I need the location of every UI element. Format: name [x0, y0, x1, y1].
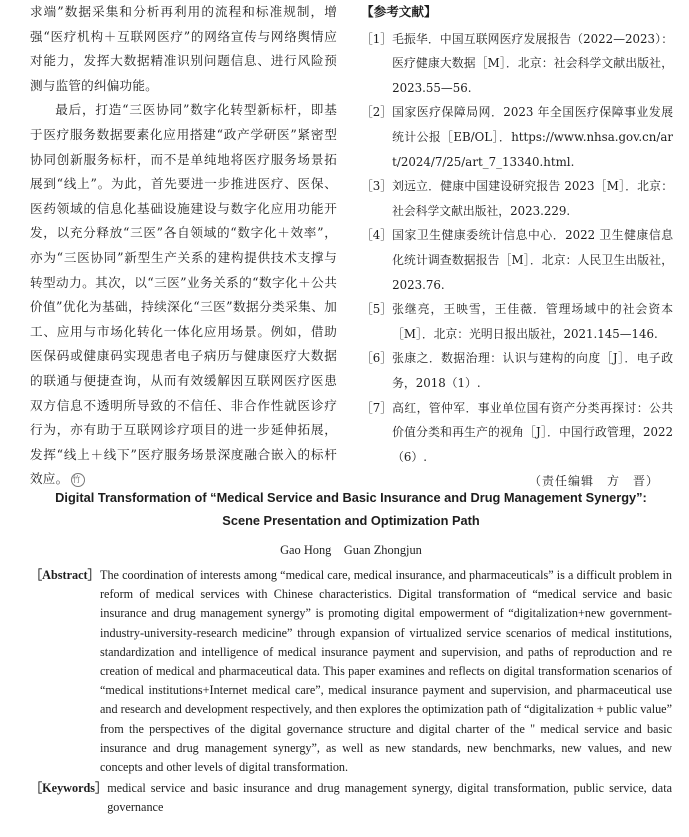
- article-end-mark-icon: 竹: [71, 473, 85, 487]
- body-paragraph-1: 求端”数据采集和分析再利用的流程和标准规制，增强“医疗机构＋互联网医疗”的网络宣传与网络舆情应对能力，发挥大数据精准识别问题信息、进行风险预测与监管的纠偏功能。: [30, 4, 337, 93]
- reference-text: 刘远立．健康中国建设研究报告 2023［M］．北京：社会科学文献出版社，2023.229.: [392, 179, 673, 218]
- reference-item: [361, 100, 673, 174]
- body-paragraph-2-text: 最后，打造“三医协同”数字化转型新标杆，即基于医疗服务数据要素化应用搭建“政产学研医”紧密型协同创新服务标杆，而不是单纯地将医疗服务场景拓展到“线上”。为此，首先要进一步推进医疗、医保、医药领域的信息化基础设施建设与数字化应用功能开发，以充分释放“三医”各自领域的“数字化＋效率”，亦为“三医协同”新型生产关系的建构提供技术支撑与转型动力。其次，以“三医”业务关系的“数字化＋公共价值”优化为基础，持续深化“三医”数据分类采集、加工、应用与市场化转化一体化应用场景。例如，借助医保码或健康码实现患者电子病历与健康医疗大数据的联通与便捷查询，从而有效缓解因互联网医疗医患双方信息不透明所导致的不信任、非合作性就医诊疗行为，亦有助于互联网诊疗项目的进一步延伸拓展，发挥“线上＋线下”医疗服务场景深度融合嵌入的标杆效应。: [30, 102, 337, 487]
- abstract-text: The coordination of interests among “medical care, medical insurance, and pharmaceuticals” is a difficult problem in reform of medical services with Chinese characteristics. Digital transformation of “medical service and basic insurance and drug management synergy” is promoting digital empowerment of “digitalization+new government-industry-university-research medicine” through expansion of virtualized service scenarios of medical institutions, standardization and intelligence of medical insurance payment and supervision, and paths of reproduction and re creation of medical and pharmaceutical data. This paper examines and reflects on digital transformation scenarios of “medical institutions+Internet medical care”, medical insurance payment and supervision, and pharmaceutical use and research and development respectively, and then explores the optimization path of “digitalization + public value” from the perspectives of the digital governance structure and digital charter of the " medical service and basic insurance and drug management synergy”, as well as new standards, new benchmarks, new values, and new concepts and other levels of digital transformation.: [100, 568, 672, 775]
- reference-text: 国家医疗保障局网．2023 年全国医疗保障事业发展统计公报［EB/OL］．https://www.nhsa.gov.cn/art/2024/7/25/art_7_13340.html.: [392, 105, 673, 169]
- reference-text: 高红，管仲军．事业单位国有资产分类再探讨：公共价值分类和再生产的视角［J］．中国行政管理，2022（6）.: [392, 400, 673, 464]
- english-abstract-block: [30, 486, 672, 818]
- reference-number: ［3］: [361, 179, 393, 194]
- reference-item: [361, 174, 673, 223]
- reference-text: 国家卫生健康委统计信息中心．2022 卫生健康信息化统计调查数据报告［M］．北京：人民卫生出版社，2023.76.: [392, 228, 673, 292]
- reference-item: [361, 346, 673, 395]
- english-title-line-1: Digital Transformation of “Medical Service and Basic Insurance and Drug Management Synergy”:: [55, 490, 647, 505]
- english-title-line-2: Scene Presentation and Optimization Path: [222, 513, 480, 528]
- body-paragraph-2: [30, 98, 337, 492]
- reference-number: ［6］: [361, 351, 393, 366]
- keywords-row: [30, 779, 672, 817]
- reference-text: 张继亮，王映雪，王佳薇．管理场域中的社会资本［M］．北京：光明日报出版社，2021.145—146.: [392, 302, 673, 341]
- references-column: [361, 0, 673, 494]
- responsible-editor: （责任编辑 方 晋）: [528, 474, 659, 489]
- references-heading: 【参考文献】: [361, 4, 437, 19]
- keywords-text: medical service and basic insurance and drug management synergy, digital transformation, public service, data governance: [107, 781, 672, 815]
- reference-number: ［7］: [361, 400, 393, 415]
- reference-item: [361, 396, 673, 470]
- abstract-row: [30, 566, 672, 777]
- reference-number: ［4］: [361, 228, 393, 243]
- reference-item: [361, 27, 673, 101]
- reference-text: 毛振华．中国互联网医疗发展报告（2022—2023）：医疗健康大数据［M］．北京：社会科学文献出版社，2023.55—56.: [392, 31, 673, 95]
- abstract-label: ［Abstract］: [30, 568, 100, 582]
- keywords-label: ［Keywords］: [30, 781, 108, 796]
- reference-number: ［1］: [361, 31, 393, 46]
- left-column: [30, 0, 337, 492]
- reference-number: ［2］: [361, 105, 393, 120]
- reference-text: 张康之．数据治理：认识与建构的向度［J］．电子政务，2018（1）.: [392, 351, 673, 390]
- reference-item: [361, 297, 673, 346]
- reference-number: ［5］: [361, 302, 393, 317]
- reference-item: [361, 223, 673, 297]
- english-authors: Gao Hong Guan Zhongjun: [280, 543, 422, 557]
